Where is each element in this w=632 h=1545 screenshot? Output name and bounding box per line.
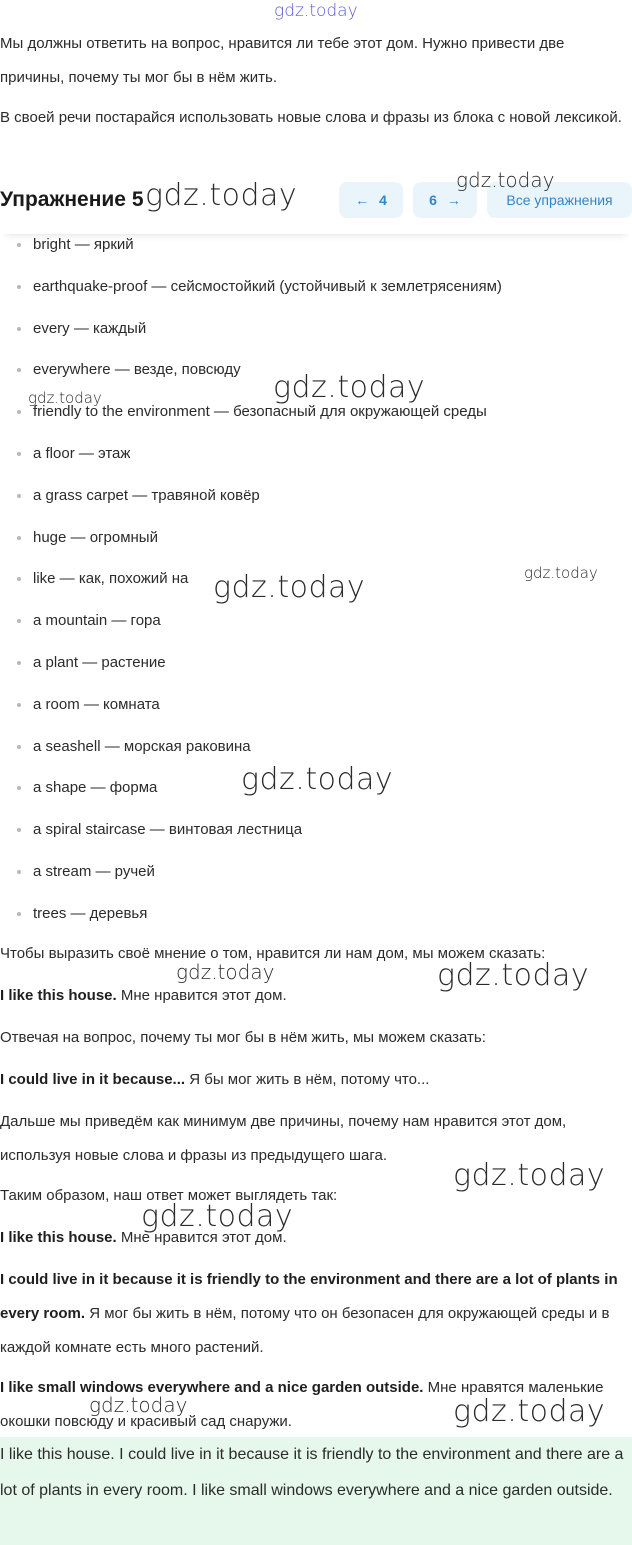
exercise-title: Упражнение 5 <box>0 188 144 211</box>
watermark: gdz.today <box>28 389 102 407</box>
body-paragraph: Таким образом, наш ответ может выглядеть так: <box>0 1187 338 1204</box>
list-item: a stream — ручей <box>0 851 502 893</box>
prev-exercise-button[interactable] <box>339 182 403 218</box>
list-item: a mountain — гора <box>0 600 502 642</box>
body-paragraph: I like this house. Мне нравится этот дом. <box>0 1229 287 1246</box>
watermark: gdz.today <box>524 564 598 582</box>
list-item: a floor — этаж <box>0 433 502 475</box>
intro-paragraph: В своей речи постарайся использовать новые слова и фразы из блока с новой лексикой. <box>0 109 622 126</box>
body-paragraph: Отвечая на вопрос, почему ты мог бы в нём жить, мы можем сказать: <box>0 1029 486 1046</box>
bullet-icon <box>17 619 21 623</box>
bullet-icon <box>17 536 21 540</box>
prev-exercise-label: 4 <box>379 192 387 208</box>
answer-text: I like this house. I could live in it because it is friendly to the environment and there are a lot of plants in every room. I like small windows everywhere and a nice garden outside. <box>0 1446 624 1499</box>
bullet-icon <box>17 828 21 832</box>
list-item: earthquake-proof — сейсмостойкий (устойчивый к землетрясениям) <box>0 266 502 308</box>
list-item: every — каждый <box>0 308 502 350</box>
arrow-right-icon: → <box>446 192 461 208</box>
body-paragraph: Дальше мы приведём как минимум две причины, почему нам нравится этот дом, используя новые слова и фразы из предыдущего шага. <box>0 1113 567 1164</box>
list-item: a room — комната <box>0 684 502 726</box>
body-paragraph: I like this house. Мне нравится этот дом. <box>0 987 287 1004</box>
bullet-icon <box>17 745 21 749</box>
bullet-icon <box>17 577 21 581</box>
watermark: gdz.today <box>453 1394 606 1429</box>
watermark: gdz.today <box>453 1158 606 1193</box>
watermark: gdz.today <box>89 1393 188 1417</box>
bullet-icon <box>17 327 21 331</box>
bullet-icon <box>17 703 21 707</box>
next-exercise-label: 6 <box>429 192 437 208</box>
bullet-icon <box>17 494 21 498</box>
bullet-icon <box>17 285 21 289</box>
list-item: a spiral staircase — винтовая лестница <box>0 809 502 851</box>
bullet-icon <box>17 410 21 414</box>
bullet-icon <box>17 368 21 372</box>
list-item: a plant — растение <box>0 642 502 684</box>
list-item: friendly to the environment — безопасный для окружающей среды <box>0 391 502 433</box>
arrow-left-icon: ← <box>355 192 370 208</box>
body-paragraph: Чтобы выразить своё мнение о том, нравится ли нам дом, мы можем сказать: <box>0 945 546 962</box>
list-item: like — как, похожий на <box>0 558 502 600</box>
watermark: gdz.today <box>145 178 298 213</box>
body-paragraph: I could live in it because it is friendly to the environment and there are a lot of plants in every room. Я мог бы жить в нём, потому что он безопасен для окружающей среды и в каждой комнате есть много растений. <box>0 1271 618 1356</box>
intro-paragraph: Мы должны ответить на вопрос, нравится ли тебе этот дом. Нужно привести две причины, почему ты мог бы в нём жить. <box>0 35 565 86</box>
watermark: gdz.today <box>274 1 358 21</box>
all-exercises-button[interactable]: Все упражнения <box>487 182 632 218</box>
bullet-icon <box>17 243 21 247</box>
list-item: a shape — форма <box>0 767 502 809</box>
body-paragraph: I could live in it because... Я бы мог жить в нём, потому что... <box>0 1071 430 1088</box>
body-paragraph: I like small windows everywhere and a nice garden outside. Мне нравятся маленькие окошки повсюду и красивый сад снаружи. <box>0 1379 604 1430</box>
list-item: everywhere — везде, повсюду <box>0 349 502 391</box>
list-item: trees — деревья <box>0 893 502 935</box>
bullet-icon <box>17 661 21 665</box>
bullet-icon <box>17 452 21 456</box>
watermark: gdz.today <box>437 958 590 993</box>
bullet-icon <box>17 912 21 916</box>
watermark: gdz.today <box>241 762 394 797</box>
watermark: gdz.today <box>456 168 555 192</box>
watermark: gdz.today <box>273 370 426 405</box>
list-item: bright — яркий <box>0 224 502 266</box>
watermark: gdz.today <box>176 960 275 984</box>
list-item: a seashell — морская раковина <box>0 726 502 768</box>
bullet-icon <box>17 786 21 790</box>
bullet-icon <box>17 870 21 874</box>
answer-box <box>0 1437 632 1545</box>
watermark: gdz.today <box>141 1199 294 1234</box>
watermark: gdz.today <box>213 570 366 605</box>
list-item: huge — огромный <box>0 517 502 559</box>
list-item: a grass carpet — травяной ковёр <box>0 475 502 517</box>
